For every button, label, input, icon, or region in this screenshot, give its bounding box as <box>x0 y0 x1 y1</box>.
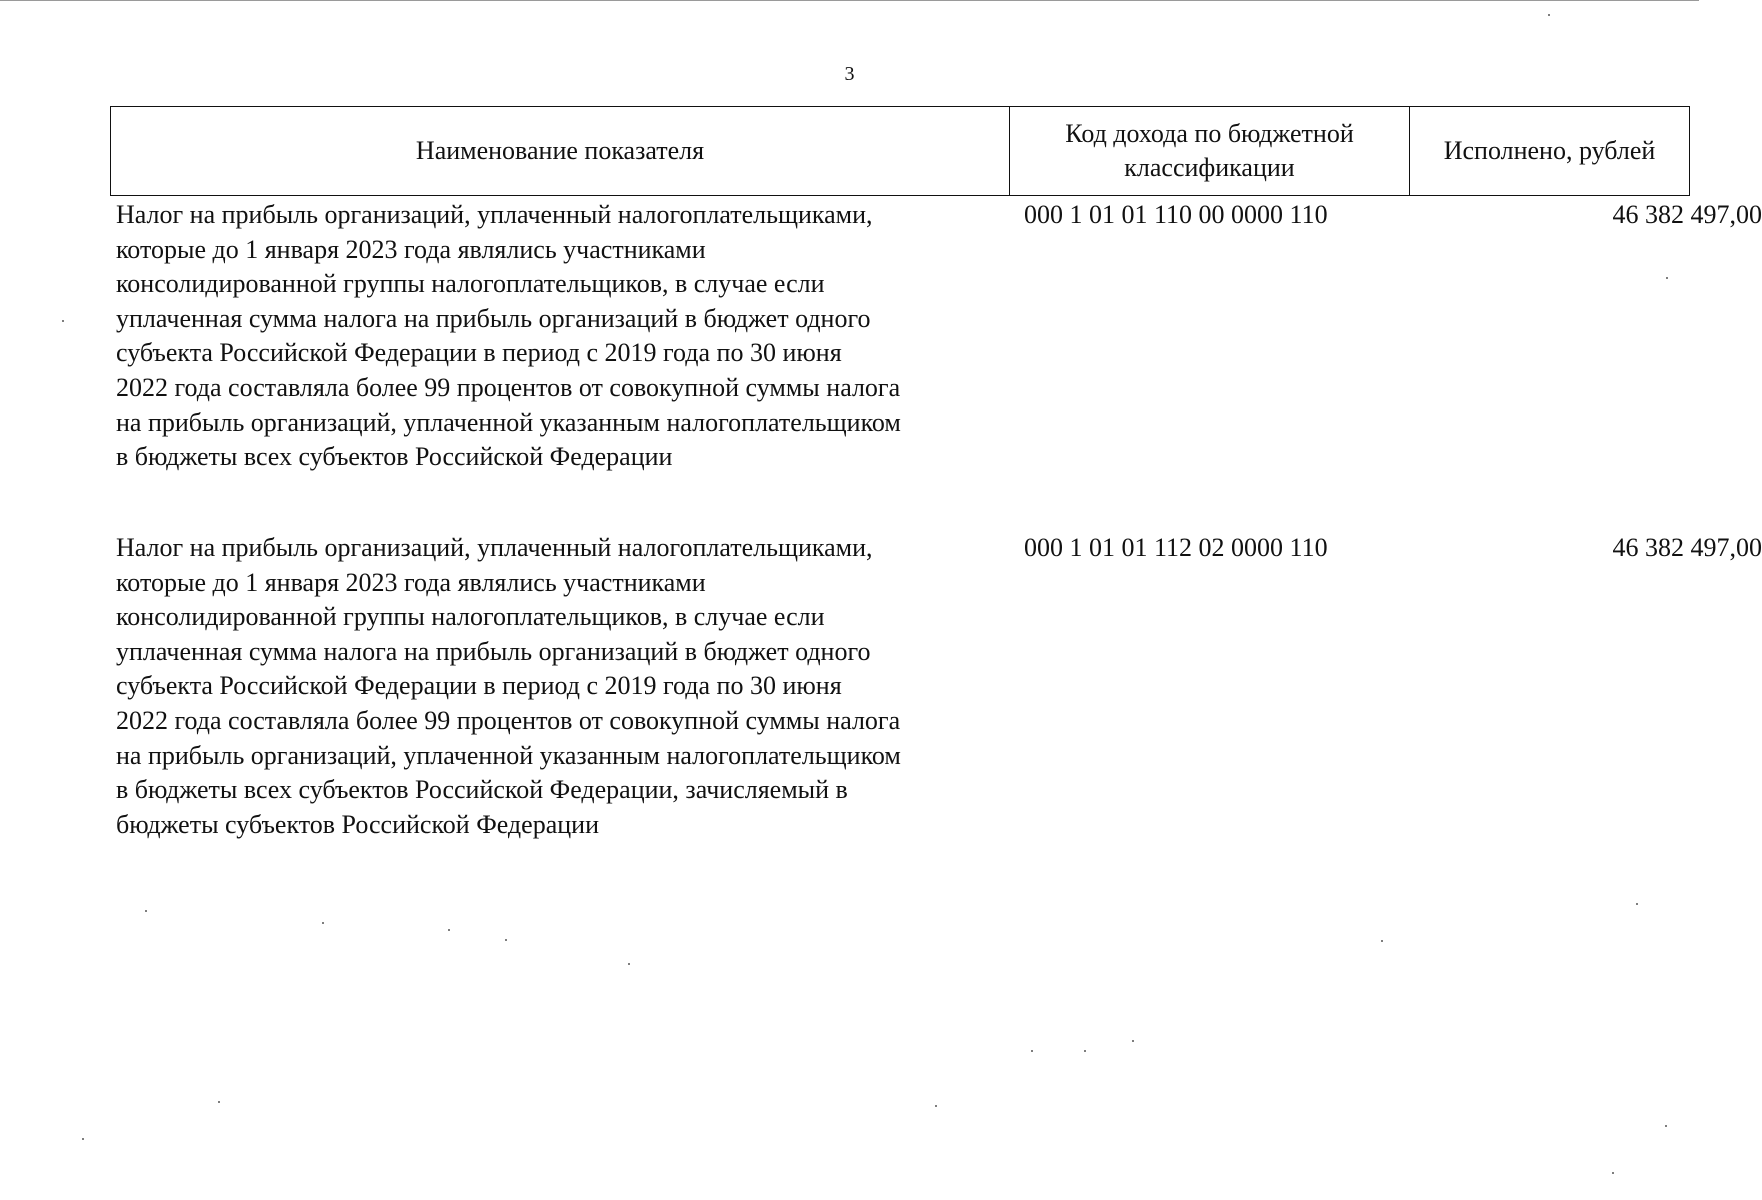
budget-code-cell: 000 1 01 01 110 00 0000 110 <box>1024 200 1328 229</box>
indicator-name-cell: Налог на прибыль организаций, уплаченный налогоплательщиками, которые до 1 января 2023 года являлись участниками консолидированной группы налогоплательщиков, в случае если уплаченная сумма налога на прибыль организаций в бюджет одного субъекта Российской Федерации в период с 2019 года по 30 июня 2022 года составляла более 99 процентов от совокупной суммы налога на прибыль организаций, уплаченной указанным налогоплательщиком в бюджеты всех субъектов Российской Федерации, зачисляемый в бюджеты субъектов Российской Федерации <box>116 533 901 839</box>
scan-speck <box>1612 1172 1614 1174</box>
executed-amount-cell: 46 382 497,00 <box>1612 200 1762 229</box>
header-executed-amount: Исполнено, рублей <box>1410 107 1690 196</box>
scan-speck <box>1665 1125 1667 1127</box>
scan-speck <box>935 1105 937 1107</box>
scan-speck <box>1381 940 1383 942</box>
scan-speck <box>322 922 324 924</box>
scan-speck <box>1636 903 1638 905</box>
executed-amount-cell: 46 382 497,00 <box>1612 533 1762 562</box>
scan-speck <box>1548 14 1550 16</box>
indicator-name-cell: Налог на прибыль организаций, уплаченный налогоплательщиками, которые до 1 января 2023 года являлись участниками консолидированной группы налогоплательщиков, в случае если уплаченная сумма налога на прибыль организаций в бюджет одного субъекта Российской Федерации в период с 2019 года по 30 июня 2022 года составляла более 99 процентов от совокупной суммы налога на прибыль организаций, уплаченной указанным налогоплательщиком в бюджеты всех субъектов Российской Федерации <box>116 200 901 472</box>
page-number: 3 <box>844 63 855 85</box>
scan-speck <box>145 910 147 912</box>
scan-speck <box>62 320 64 322</box>
scan-speck <box>505 939 507 941</box>
scan-speck <box>448 929 450 931</box>
scan-speck <box>628 963 630 965</box>
budget-code-cell: 000 1 01 01 112 02 0000 110 <box>1024 533 1328 562</box>
scan-speck <box>82 1138 84 1140</box>
header-budget-code: Код дохода по бюджетной классификации <box>1010 107 1410 196</box>
page-top-edge <box>0 0 1699 1</box>
scan-speck <box>1132 1040 1134 1042</box>
scan-speck <box>1084 1050 1086 1052</box>
header-indicator-name: Наименование показателя <box>111 107 1010 196</box>
table-header <box>110 106 1690 196</box>
scan-speck <box>1666 277 1668 279</box>
table-header-row <box>111 107 1690 196</box>
scan-speck <box>218 1101 220 1103</box>
scan-speck <box>1031 1050 1033 1052</box>
